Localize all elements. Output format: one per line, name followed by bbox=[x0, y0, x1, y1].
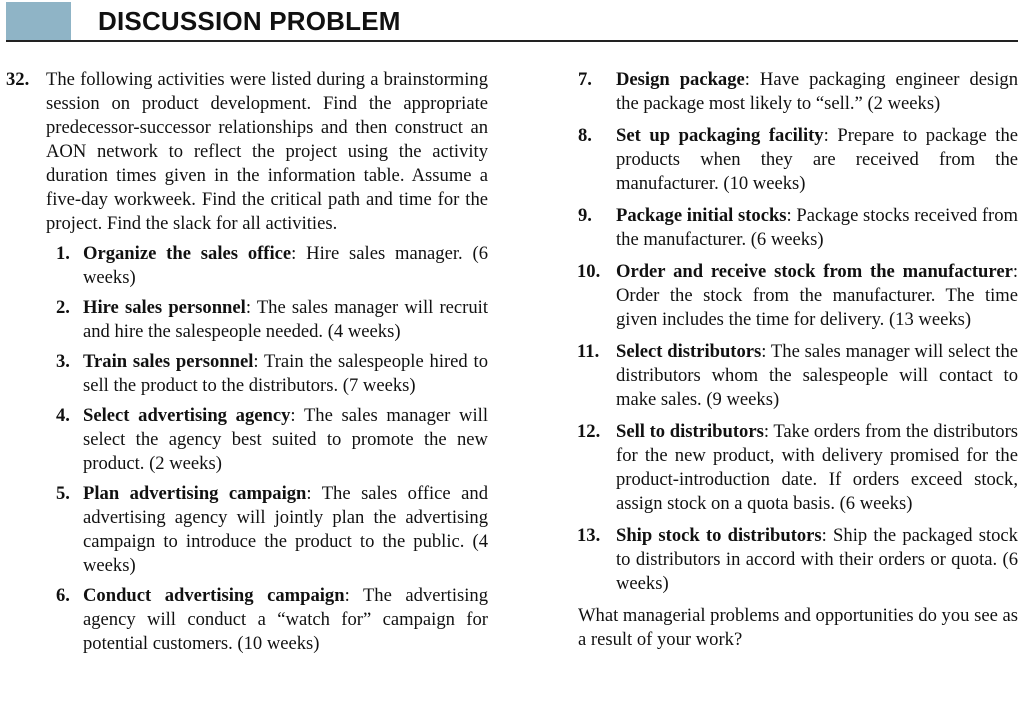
problem-text: The following activities were listed during a brainstorming session on product development. Find the appropriate predecessor-successor relationships and then construct an AON network to reflect the project using the activity duration times given in the information table. Assume a five-day workweek. Find the critical path and time for the project. Find the slack for all activities. bbox=[46, 69, 488, 234]
activity-number: 2. bbox=[56, 297, 70, 318]
header-accent-bar bbox=[6, 2, 71, 40]
activity-number: 8. bbox=[578, 125, 592, 146]
activity-title: Train sales personnel bbox=[83, 351, 254, 372]
activity-number: 13. bbox=[577, 525, 601, 546]
activity-title: Package initial stocks bbox=[616, 205, 787, 226]
activity-item bbox=[6, 350, 488, 398]
activity-title: Ship stock to distributors bbox=[616, 525, 822, 546]
activity-title: Set up packaging facility bbox=[616, 125, 824, 146]
activity-item bbox=[578, 340, 1018, 412]
activity-number: 5. bbox=[56, 483, 70, 504]
section-title: DISCUSSION PROBLEM bbox=[98, 6, 401, 36]
activity-title: Order and receive stock from the manufacturer bbox=[616, 261, 1013, 282]
activity-title: Plan advertising campaign bbox=[83, 483, 307, 504]
activity-title: Design package bbox=[616, 69, 745, 90]
activity-item bbox=[6, 482, 488, 578]
activity-description: : Take orders from the distributors for the new product, with delivery promised for the product-introduction date. If orders exceed stock, assign stock on a quota basis. (6 weeks) bbox=[616, 421, 1018, 514]
activity-item bbox=[6, 404, 488, 476]
problem-statement bbox=[6, 68, 488, 236]
activity-description: : Hire sales manager. (6 weeks) bbox=[83, 243, 488, 288]
activity-item bbox=[578, 420, 1018, 516]
activity-number: 6. bbox=[56, 585, 70, 606]
activity-description: : The advertising agency will conduct a “watch for” campaign for potential customers. (10 weeks) bbox=[83, 585, 488, 654]
activity-item bbox=[578, 124, 1018, 196]
activity-title: Organize the sales office bbox=[83, 243, 292, 264]
activity-description: : The sales manager will recruit and hire the salespeople needed. (4 weeks) bbox=[83, 297, 488, 342]
activity-item bbox=[6, 584, 488, 656]
activity-number: 1. bbox=[56, 243, 70, 264]
section-header bbox=[0, 0, 1024, 44]
activity-description: : Package stocks received from the manufacturer. (6 weeks) bbox=[616, 205, 1018, 250]
activity-description: : The sales manager will select the distributors whom the salespeople will contact to make sales. (9 weeks) bbox=[616, 341, 1018, 410]
activity-item bbox=[578, 260, 1018, 332]
activity-number: 9. bbox=[578, 205, 592, 226]
activity-description: : Order the stock from the manufacturer. The time given includes the time for delivery. (13 weeks) bbox=[616, 261, 1018, 330]
problem-number: 32. bbox=[6, 69, 30, 90]
activity-item bbox=[6, 296, 488, 344]
activity-title: Sell to distributors bbox=[616, 421, 764, 442]
header-rule bbox=[6, 40, 1018, 42]
activity-title: Hire sales personnel bbox=[83, 297, 246, 318]
activity-number: 10. bbox=[577, 261, 601, 282]
activity-number: 4. bbox=[56, 405, 70, 426]
right-column bbox=[578, 68, 1018, 652]
activity-number: 12. bbox=[577, 421, 601, 442]
activity-title: Conduct advertising campaign bbox=[83, 585, 345, 606]
activity-description: : Prepare to package the products when they are received from the manufacturer. (10 weeks) bbox=[616, 125, 1018, 194]
activity-description: : Have packaging engineer design the package most likely to “sell.” (2 weeks) bbox=[616, 69, 1018, 114]
activity-description: : Ship the packaged stock to distributors in accord with their orders or quota. (6 weeks) bbox=[616, 525, 1018, 594]
activity-item bbox=[578, 68, 1018, 116]
activity-description: : Train the salespeople hired to sell the product to the distributors. (7 weeks) bbox=[83, 351, 488, 396]
activity-title: Select advertising agency bbox=[83, 405, 291, 426]
activity-description: : The sales office and advertising agency will jointly plan the advertising campaign to introduce the product to the public. (4 weeks) bbox=[83, 483, 488, 576]
left-column bbox=[6, 68, 488, 656]
activity-number: 11. bbox=[577, 341, 600, 362]
activity-item bbox=[578, 204, 1018, 252]
activity-description: : The sales manager will select the agency best suited to promote the new product. (2 weeks) bbox=[83, 405, 488, 474]
activity-number: 7. bbox=[578, 69, 592, 90]
activity-item bbox=[578, 524, 1018, 596]
activity-title: Select distributors bbox=[616, 341, 762, 362]
activity-number: 3. bbox=[56, 351, 70, 372]
activity-item bbox=[6, 242, 488, 290]
closing-question: What managerial problems and opportunities do you see as a result of your work? bbox=[578, 605, 1018, 650]
